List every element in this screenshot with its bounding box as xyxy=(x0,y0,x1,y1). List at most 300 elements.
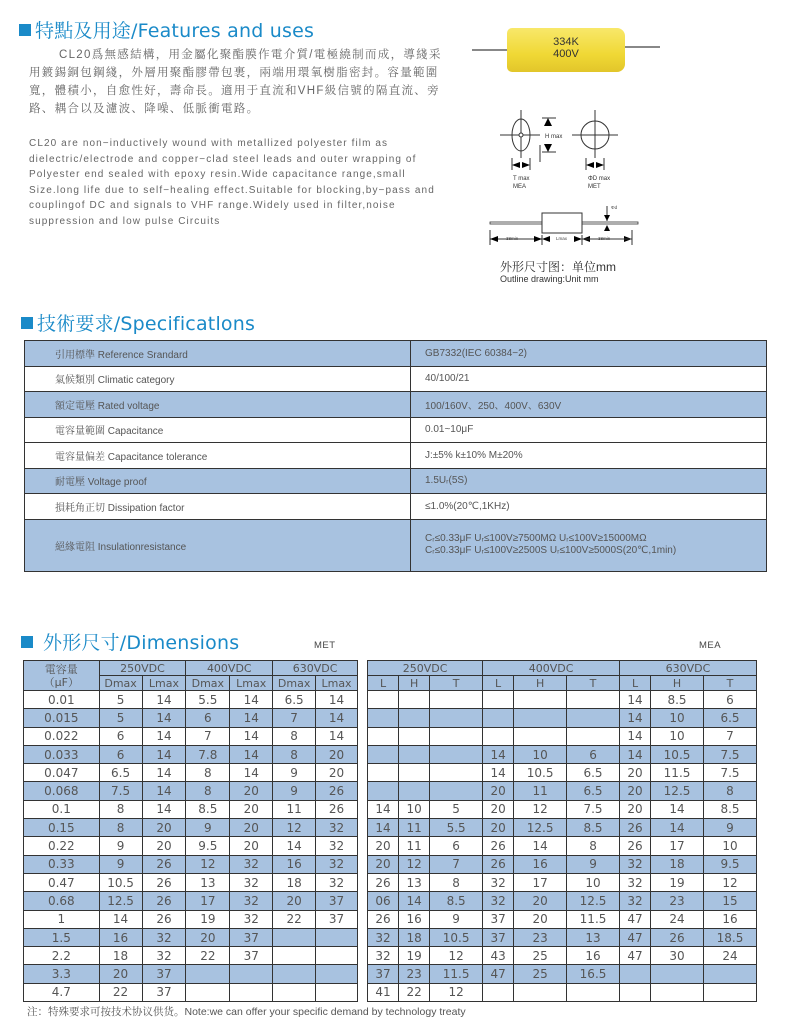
dimension-cell xyxy=(399,764,430,782)
mea-tmax-label: T max xyxy=(513,176,530,182)
met-dimensions-table xyxy=(23,660,358,1002)
mea-label: MEA xyxy=(513,184,527,190)
dimension-cell: 16 xyxy=(99,928,142,946)
mea-table-row xyxy=(368,819,757,837)
dimension-cell: 20 xyxy=(186,928,230,946)
dimension-cell: 26 xyxy=(142,855,186,873)
dimension-cell: 12.5 xyxy=(99,892,142,910)
dimension-cell: 26 xyxy=(620,819,651,837)
dimension-cell: 9.5 xyxy=(704,855,757,873)
capacitor-product-image xyxy=(470,20,670,90)
dimension-cell xyxy=(230,983,273,1001)
dimension-cell: 6.5 xyxy=(567,782,620,800)
dimension-cell: 18 xyxy=(399,928,430,946)
dimension-cell: 14 xyxy=(99,910,142,928)
drawing-caption-cn: 外形尺寸图：单位mm xyxy=(500,260,616,274)
dimension-cell: 47 xyxy=(620,910,651,928)
capacitance-header xyxy=(24,661,100,691)
voltage-header: 630VDC xyxy=(620,661,757,676)
dimension-cell: 8.5 xyxy=(567,819,620,837)
dimension-cell: 23 xyxy=(651,892,704,910)
heading-bullet-icon xyxy=(21,636,33,648)
voltage-header: 250VDC xyxy=(99,661,186,676)
dimension-cell: 11 xyxy=(273,800,316,818)
capacitor-marking-value: 334K xyxy=(553,36,579,48)
dimension-cell xyxy=(514,691,567,709)
voltage-header: 400VDC xyxy=(186,661,273,676)
mea-table-row xyxy=(368,983,757,1001)
dimension-cell: 37 xyxy=(483,928,514,946)
dimension-cell: 22 xyxy=(273,910,316,928)
dimension-cell: 20 xyxy=(483,782,514,800)
dimension-cell: 19 xyxy=(186,910,230,928)
dimension-cell: 14 xyxy=(368,819,399,837)
dimension-cell: 6 xyxy=(704,691,757,709)
dimension-cell: 30 xyxy=(651,947,704,965)
met-table-row xyxy=(24,800,358,818)
dimensions-heading xyxy=(21,628,239,655)
dimension-cell: 14 xyxy=(316,727,358,745)
dimension-cell: 14 xyxy=(620,709,651,727)
dimension-cell: 43 xyxy=(483,947,514,965)
dimension-cell: 5 xyxy=(430,800,483,818)
dimension-cell: 5 xyxy=(99,709,142,727)
dimension-cell: 10 xyxy=(567,873,620,891)
capacitance-cell: 0.047 xyxy=(24,764,100,782)
spec-row xyxy=(25,366,767,392)
dimension-cell: 14 xyxy=(368,800,399,818)
mea-cross-section xyxy=(500,110,556,170)
dimension-cell xyxy=(430,709,483,727)
dimension-cell: 10 xyxy=(651,709,704,727)
dimension-cell: 14 xyxy=(230,691,273,709)
voltage-header: 250VDC xyxy=(368,661,483,676)
spec-key: 絕緣電阻 Insulationresistance xyxy=(25,519,411,571)
dimension-cell xyxy=(430,727,483,745)
mea-table-row xyxy=(368,892,757,910)
dimension-cell: 41 xyxy=(368,983,399,1001)
dimension-cell: 32 xyxy=(483,892,514,910)
dimension-cell: 11 xyxy=(399,819,430,837)
dimension-cell: 8 xyxy=(273,745,316,763)
dimension-cell: 20 xyxy=(483,800,514,818)
dimension-cell: 32 xyxy=(368,928,399,946)
dimension-cell: 18.5 xyxy=(704,928,757,946)
dimension-cell: 22 xyxy=(399,983,430,1001)
dimension-cell xyxy=(567,709,620,727)
dimension-cell xyxy=(430,691,483,709)
mea-subheader-row xyxy=(368,676,757,691)
dimension-cell: 8.5 xyxy=(704,800,757,818)
capacitance-cell: 0.1 xyxy=(24,800,100,818)
dimension-cell: 7 xyxy=(186,727,230,745)
dimension-cell xyxy=(567,727,620,745)
spec-value xyxy=(411,519,767,571)
specifications-table xyxy=(24,340,767,572)
capacitance-cell: 0.22 xyxy=(24,837,100,855)
dimension-cell: 14 xyxy=(142,709,186,727)
dimension-cell: 11 xyxy=(514,782,567,800)
dimension-cell: 26 xyxy=(368,873,399,891)
dimension-cell: 11 xyxy=(399,837,430,855)
dimension-cell: 11.5 xyxy=(430,965,483,983)
dimension-cell: 6.5 xyxy=(99,764,142,782)
dimension-cell: 32 xyxy=(620,873,651,891)
dimension-cell: 12 xyxy=(704,873,757,891)
capacitance-cell: 0.022 xyxy=(24,727,100,745)
dimension-cell: 9 xyxy=(273,782,316,800)
footnote: 注：特殊要求可按技术协议供货。Note:we can offer your specific demand by technology treaty xyxy=(27,1006,466,1018)
column-subheader: L xyxy=(483,676,514,691)
dimension-cell: 8.5 xyxy=(430,892,483,910)
drawing-caption-en: Outline drawing:Unit mm xyxy=(500,274,599,284)
dimension-cell: 7.5 xyxy=(704,745,757,763)
dimension-cell: 11.5 xyxy=(567,910,620,928)
mea-table-row xyxy=(368,928,757,946)
mea-table-row xyxy=(368,947,757,965)
heading-bullet-icon xyxy=(19,24,31,36)
dimension-cell xyxy=(651,983,704,1001)
dimension-cell xyxy=(483,709,514,727)
dimension-cell: 19 xyxy=(651,873,704,891)
dimension-cell: 12 xyxy=(430,947,483,965)
dimension-cell: 32 xyxy=(483,873,514,891)
dimension-cell: 37 xyxy=(142,965,186,983)
spec-key: 電容量偏差 Capacitance tolerance xyxy=(25,443,411,469)
dimension-cell: 14 xyxy=(620,727,651,745)
dimension-cell: 10.5 xyxy=(430,928,483,946)
dimension-cell: 13 xyxy=(186,873,230,891)
dimension-cell: 26 xyxy=(142,873,186,891)
dimension-cell: 37 xyxy=(368,965,399,983)
dimension-cell: 8 xyxy=(273,727,316,745)
voltage-header: 630VDC xyxy=(273,661,358,676)
dimension-cell: 9 xyxy=(430,910,483,928)
dimension-cell: 9 xyxy=(186,819,230,837)
met-table-row xyxy=(24,691,358,709)
spec-value: ≤1.0%(20℃,1KHz) xyxy=(411,494,767,520)
dimension-cell xyxy=(430,745,483,763)
dimension-cell: 18 xyxy=(651,855,704,873)
dimension-cell: 17 xyxy=(651,837,704,855)
dimension-cell: 16 xyxy=(514,855,567,873)
dimension-cell: 32 xyxy=(620,855,651,873)
dimension-cell: 16 xyxy=(399,910,430,928)
dimension-cell: 23 xyxy=(514,928,567,946)
insulation-line-1: Cᵣ≤0.33μF Uᵣ≤100V≥7500MΩ Uᵣ≤100V≥15000MΩ xyxy=(425,533,647,544)
dimension-cell: 47 xyxy=(620,928,651,946)
dimension-cell: 26 xyxy=(316,800,358,818)
column-subheader: Dmax xyxy=(186,676,230,691)
capacitance-cell: 0.015 xyxy=(24,709,100,727)
dimension-cell: 12 xyxy=(186,855,230,873)
dimension-cell: 7 xyxy=(430,855,483,873)
body-length-label: Lmax xyxy=(556,236,568,241)
dimension-cell: 18 xyxy=(99,947,142,965)
dimension-cell xyxy=(514,727,567,745)
dimension-cell: 6 xyxy=(430,837,483,855)
met-table-row xyxy=(24,947,358,965)
dimension-cell: 37 xyxy=(316,910,358,928)
dimension-cell: 20 xyxy=(620,764,651,782)
dimension-cell: 20 xyxy=(99,965,142,983)
dimension-cell: 14 xyxy=(483,745,514,763)
dimension-cell: 14 xyxy=(142,691,186,709)
dimension-cell: 19 xyxy=(399,947,430,965)
capacitance-cell: 0.068 xyxy=(24,782,100,800)
dimension-cell: 13 xyxy=(567,928,620,946)
dimension-cell: 15 xyxy=(704,892,757,910)
dimension-cell: 5.5 xyxy=(186,691,230,709)
dimension-cell: 17 xyxy=(514,873,567,891)
capacitance-header-cn: 電容量 xyxy=(44,662,78,676)
spec-key: 損耗角正切 Dissipation factor xyxy=(25,494,411,520)
mea-table-row xyxy=(368,691,757,709)
dimension-cell: 14 xyxy=(651,819,704,837)
dimension-cell: 18 xyxy=(273,873,316,891)
dimension-cell: 20 xyxy=(230,800,273,818)
dimension-cell xyxy=(704,965,757,983)
dimension-cell xyxy=(273,928,316,946)
dimension-cell: 8 xyxy=(99,800,142,818)
dimension-cell: 14 xyxy=(230,727,273,745)
dimension-cell: 7.5 xyxy=(704,764,757,782)
dimension-cell: 22 xyxy=(186,947,230,965)
dimension-cell: 26 xyxy=(620,837,651,855)
dimension-cell: 37 xyxy=(230,928,273,946)
capacitance-cell: 1 xyxy=(24,910,100,928)
column-subheader: Dmax xyxy=(273,676,316,691)
spec-row xyxy=(25,392,767,418)
spec-value: 40/100/21 xyxy=(411,366,767,392)
spec-key: 引用標準 Reference Srandard xyxy=(25,341,411,367)
dimension-cell: 20 xyxy=(142,837,186,855)
dimension-cell: 32 xyxy=(620,892,651,910)
dimension-cell xyxy=(567,691,620,709)
dimension-cell: 20 xyxy=(142,819,186,837)
dimension-cell xyxy=(399,691,430,709)
dimension-cell: 32 xyxy=(316,819,358,837)
met-table-row xyxy=(24,855,358,873)
dimension-cell xyxy=(368,709,399,727)
dimension-cell: 14 xyxy=(651,800,704,818)
dimensions-heading-text: 外形尺寸/Dimensions xyxy=(43,632,240,654)
dimension-cell: 10 xyxy=(651,727,704,745)
met-table-row xyxy=(24,910,358,928)
spec-key: 氣候類別 Climatic category xyxy=(25,366,411,392)
spec-value: J:±5% k±10% M±20% xyxy=(411,443,767,469)
dimension-cell: 12 xyxy=(273,819,316,837)
dimension-cell: 6 xyxy=(186,709,230,727)
heading-bullet-icon xyxy=(21,317,33,329)
dimension-cell: 8.5 xyxy=(651,691,704,709)
spec-row xyxy=(25,443,767,469)
dimension-cell: 26 xyxy=(142,910,186,928)
dimension-cell: 20 xyxy=(230,819,273,837)
dimension-cell: 9.5 xyxy=(186,837,230,855)
dimension-cell: 11.5 xyxy=(651,764,704,782)
met-table-row xyxy=(24,873,358,891)
met-cross-section xyxy=(572,110,618,170)
spec-key: 耐電壓 Voltage proof xyxy=(25,468,411,494)
dimension-cell: 9 xyxy=(273,764,316,782)
dimension-cell: 10 xyxy=(704,837,757,855)
dimension-cell: 20 xyxy=(316,745,358,763)
dimension-cell: 26 xyxy=(368,910,399,928)
mea-table-row xyxy=(368,855,757,873)
dimension-cell: 37 xyxy=(316,892,358,910)
met-header-row xyxy=(24,661,358,676)
voltage-header: 400VDC xyxy=(483,661,620,676)
column-subheader: T xyxy=(704,676,757,691)
mea-table-row xyxy=(368,873,757,891)
spec-value: 0.01~10μF xyxy=(411,417,767,443)
dimension-cell: 16.5 xyxy=(567,965,620,983)
dimension-cell xyxy=(316,983,358,1001)
dimension-cell: 26 xyxy=(483,855,514,873)
dimension-cell: 14 xyxy=(620,745,651,763)
dimension-cell: 8.5 xyxy=(186,800,230,818)
dimension-cell: 24 xyxy=(651,910,704,928)
dimension-cell xyxy=(399,745,430,763)
dimension-cell: 8 xyxy=(186,764,230,782)
mea-table-row xyxy=(368,764,757,782)
lead-wire-right xyxy=(622,46,660,48)
dimension-cell xyxy=(316,928,358,946)
dimension-cell xyxy=(704,983,757,1001)
spec-key: 額定電壓 Rated voltage xyxy=(25,392,411,418)
mea-table-row xyxy=(368,709,757,727)
met-table-row xyxy=(24,819,358,837)
dimension-cell: 25 xyxy=(514,965,567,983)
dimension-cell: 9 xyxy=(567,855,620,873)
dimension-cell: 32 xyxy=(316,837,358,855)
dimension-cell xyxy=(399,727,430,745)
met-table-label: MET xyxy=(314,640,336,651)
dimension-cell: 32 xyxy=(230,892,273,910)
dimension-cell xyxy=(483,727,514,745)
dimension-cell: 10.5 xyxy=(99,873,142,891)
column-subheader: Lmax xyxy=(230,676,273,691)
dimension-cell: 32 xyxy=(230,910,273,928)
dimension-cell xyxy=(368,727,399,745)
met-label: MET xyxy=(588,184,601,190)
dimension-cell: 7 xyxy=(704,727,757,745)
column-subheader: H xyxy=(514,676,567,691)
met-dmax-label: ΦD max xyxy=(588,176,611,182)
capacitance-header-unit: （μF） xyxy=(43,675,79,689)
dimension-cell: 12.5 xyxy=(651,782,704,800)
dimension-cell: 47 xyxy=(620,947,651,965)
dimension-cell xyxy=(368,782,399,800)
dimension-cell: 16 xyxy=(704,910,757,928)
dimension-cell: 20 xyxy=(230,782,273,800)
column-subheader: L xyxy=(620,676,651,691)
dimension-cell: 8 xyxy=(430,873,483,891)
dimension-cell: 20 xyxy=(620,782,651,800)
dimension-cell: 16 xyxy=(273,855,316,873)
dimension-cell: 20 xyxy=(230,837,273,855)
specifications-heading-text: 技術要求/Specificatlons xyxy=(37,313,256,335)
dimension-cell: 26 xyxy=(316,782,358,800)
dimension-cell xyxy=(399,709,430,727)
met-table-row xyxy=(24,709,358,727)
column-subheader: H xyxy=(399,676,430,691)
dimension-cell: 14 xyxy=(142,782,186,800)
dimension-cell: 20 xyxy=(368,855,399,873)
dimension-cell: 20 xyxy=(514,910,567,928)
dimension-cell: 32 xyxy=(316,873,358,891)
spec-row xyxy=(25,341,767,367)
mea-table-row xyxy=(368,800,757,818)
dimension-cell: 26 xyxy=(651,928,704,946)
dimension-cell: 13 xyxy=(399,873,430,891)
capacitance-cell: 0.033 xyxy=(24,745,100,763)
dimension-cell: 20 xyxy=(316,764,358,782)
met-table-row xyxy=(24,965,358,983)
features-heading-text: 特點及用途/Features and uses xyxy=(35,20,315,42)
dimension-cell: 32 xyxy=(230,873,273,891)
dimension-cell: 16 xyxy=(567,947,620,965)
met-table-row xyxy=(24,727,358,745)
dimension-cell xyxy=(186,965,230,983)
mea-table-row xyxy=(368,910,757,928)
capacitance-cell: 0.15 xyxy=(24,819,100,837)
dimension-cell: 12 xyxy=(430,983,483,1001)
dimension-cell xyxy=(514,709,567,727)
lead-wire-left xyxy=(472,49,512,51)
dimension-cell xyxy=(273,965,316,983)
met-table-row xyxy=(24,983,358,1001)
spec-row xyxy=(25,468,767,494)
column-subheader: T xyxy=(430,676,483,691)
dimension-cell xyxy=(273,947,316,965)
dimension-cell: 5.5 xyxy=(430,819,483,837)
column-subheader: L xyxy=(368,676,399,691)
dimension-cell: 8 xyxy=(186,782,230,800)
spec-value: GB7332(IEC 60384−2) xyxy=(411,341,767,367)
spec-row-insulation xyxy=(25,519,767,571)
lead-right-label: 38min xyxy=(598,236,611,241)
dimension-cell: 20 xyxy=(620,800,651,818)
dimension-cell: 26 xyxy=(483,837,514,855)
capacitance-cell: 0.68 xyxy=(24,892,100,910)
dimension-cell xyxy=(316,965,358,983)
mea-table-row xyxy=(368,782,757,800)
dimension-cell: 6.5 xyxy=(273,691,316,709)
spec-value: 100/160V、250、400V、630V xyxy=(411,392,767,418)
dimension-cell: 14 xyxy=(230,745,273,763)
dimension-cell: 10 xyxy=(514,745,567,763)
mea-header-row xyxy=(368,661,757,676)
dimension-cell: 9 xyxy=(99,855,142,873)
capacitor-marking-voltage: 400V xyxy=(553,48,579,60)
dimension-cell: 10.5 xyxy=(651,745,704,763)
dimension-cell: 32 xyxy=(142,947,186,965)
dimension-cell: 22 xyxy=(99,983,142,1001)
dimension-cell: 14 xyxy=(399,892,430,910)
dimension-cell: 20 xyxy=(368,837,399,855)
dimension-cell: 32 xyxy=(316,855,358,873)
dimension-cell: 12.5 xyxy=(567,892,620,910)
dimension-cell: 37 xyxy=(142,983,186,1001)
dimension-cell: 24 xyxy=(704,947,757,965)
mea-table-row xyxy=(368,727,757,745)
dimension-cell: 10 xyxy=(399,800,430,818)
capacitance-cell: 1.5 xyxy=(24,928,100,946)
met-table-row xyxy=(24,745,358,763)
mea-dimensions-table xyxy=(367,660,757,1002)
